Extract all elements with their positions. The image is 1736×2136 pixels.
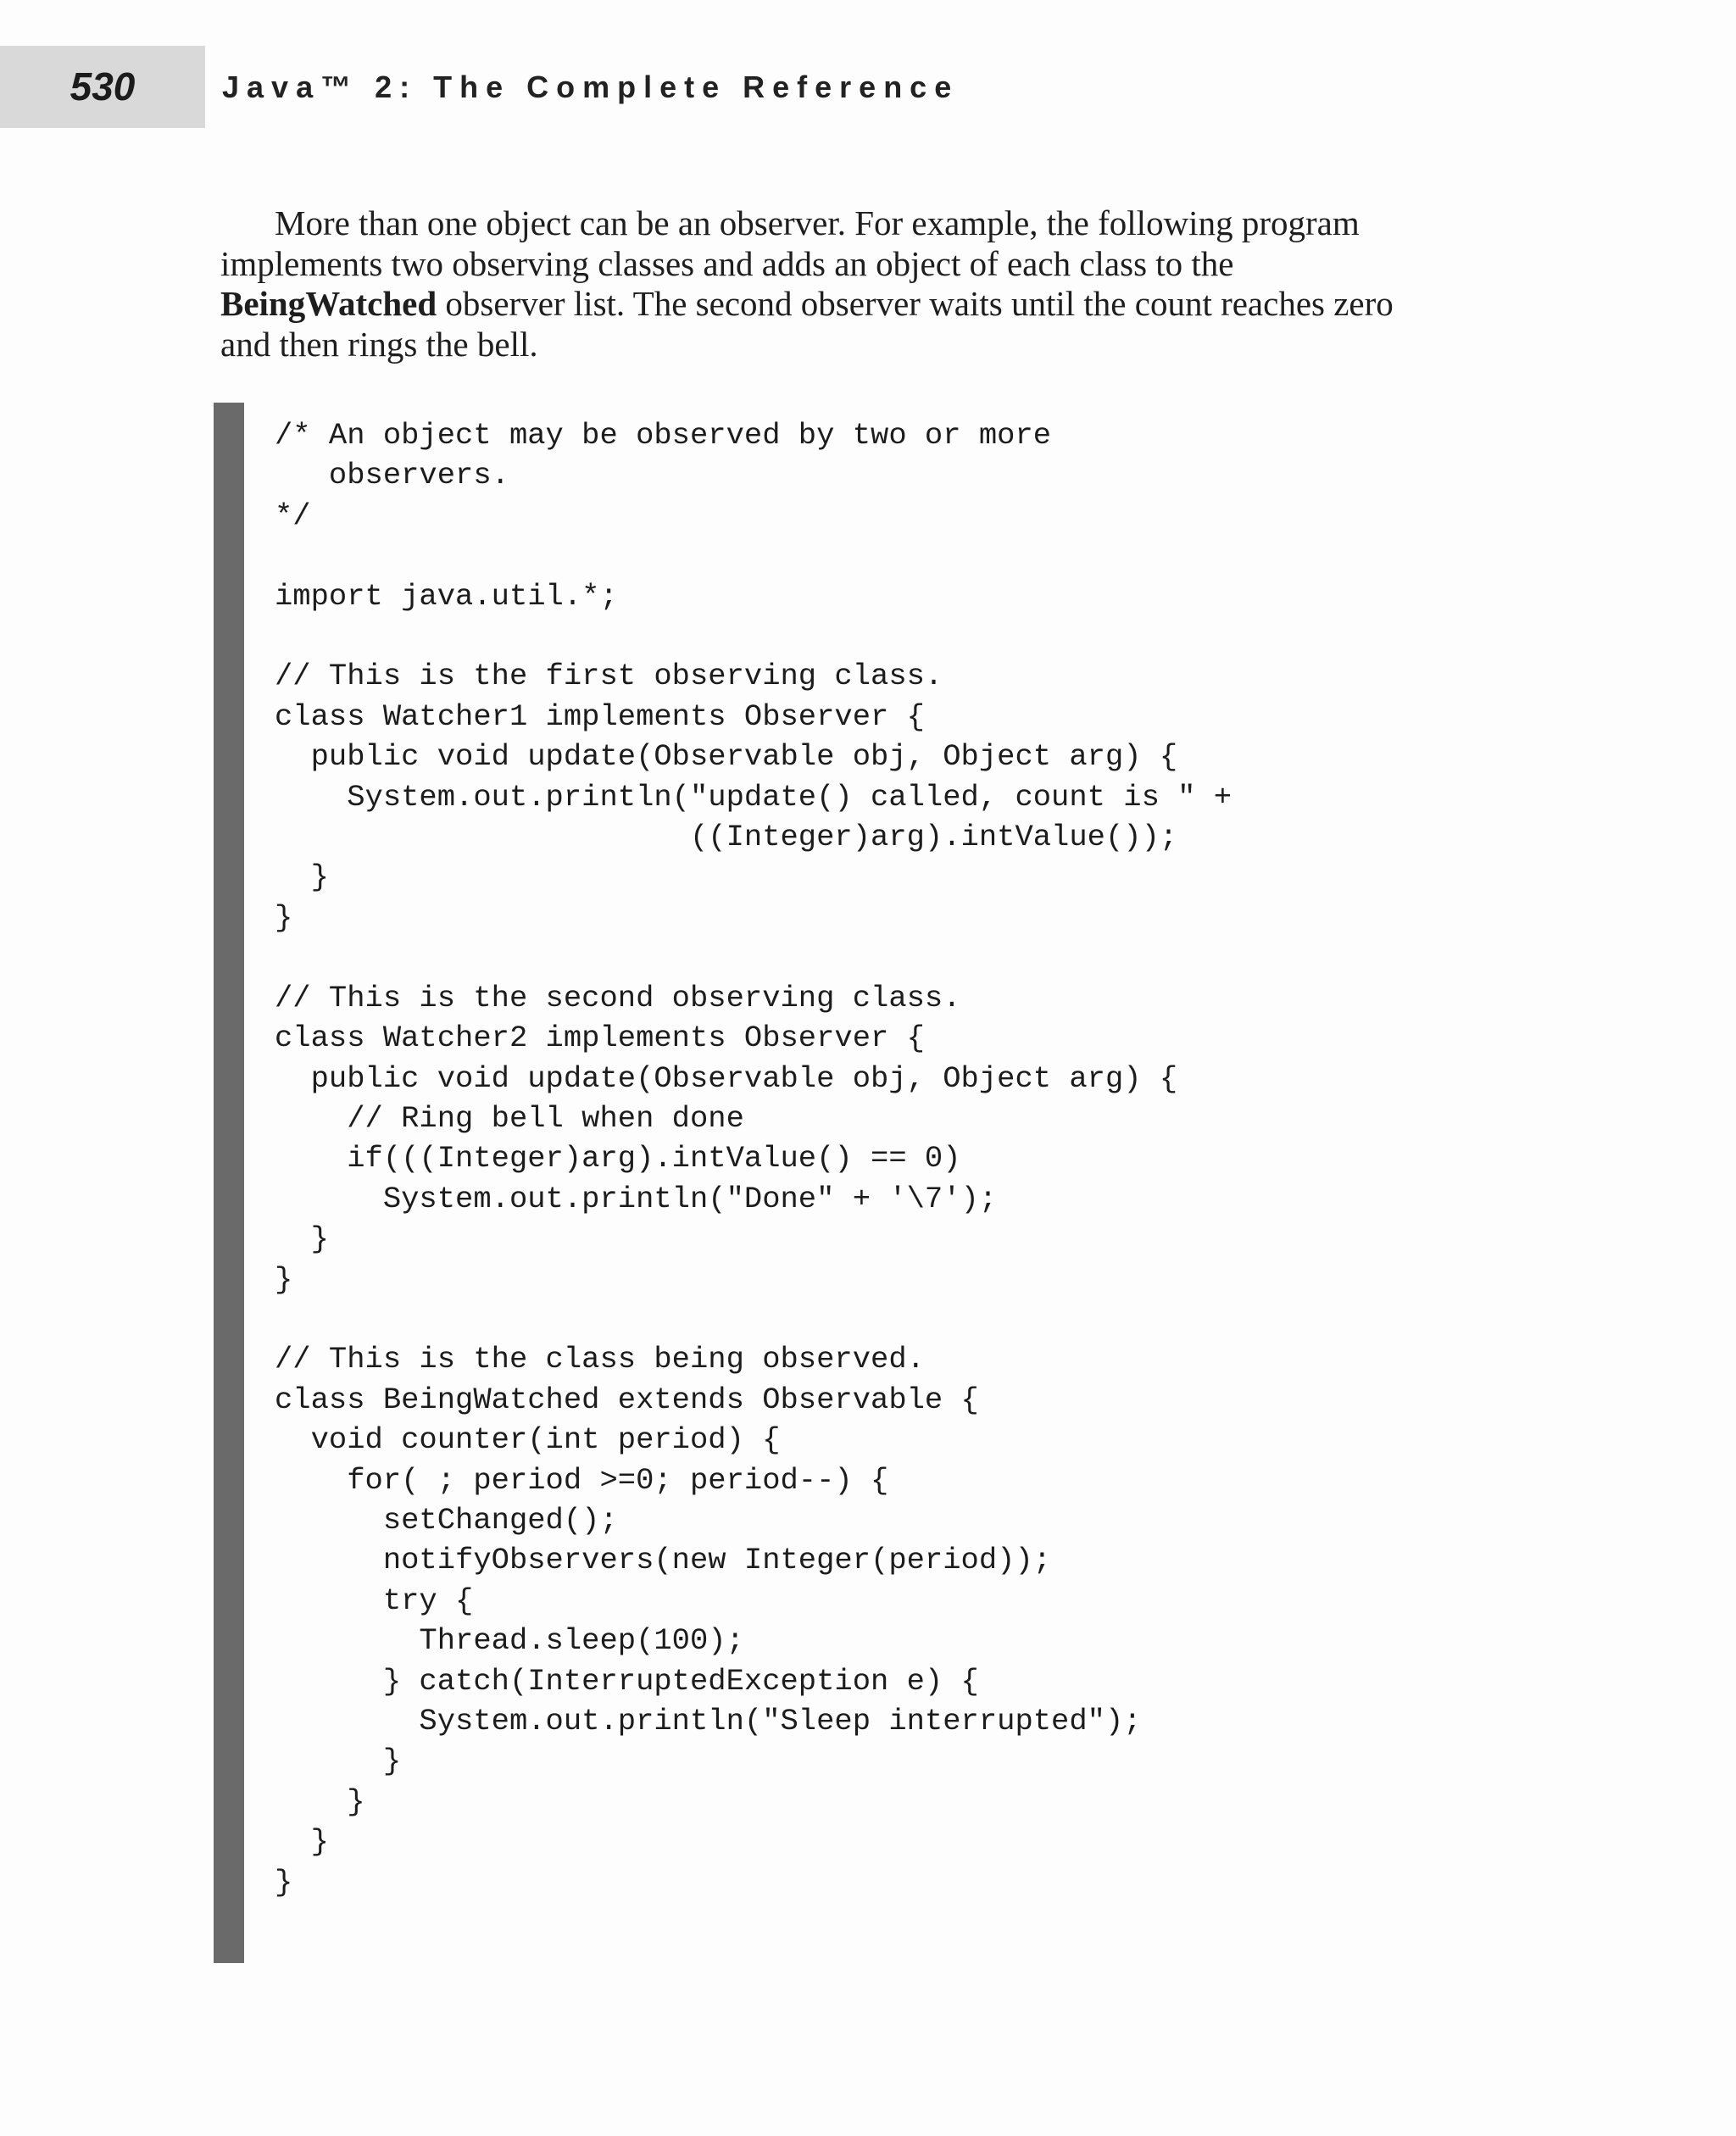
running-head: Java™ 2: The Complete Reference	[222, 70, 960, 104]
intro-paragraph	[220, 203, 1433, 364]
code-listing-bar	[214, 403, 244, 1963]
code-listing: /* An object may be observed by two or more observers. */ import java.util.*; // This is the first observing class. class Watcher1 implements Observer { public void update(Observable obj, Object arg) { System.out.println("update() called, count is " + ((Integer)arg).intValue()); } } // This is the second observing class. class Watcher2 implements Observer { public void update(Observable obj, Object arg) { // Ring bell when done if(((Integer)arg).intValue() == 0) System.out.println("Done" + '\7'); } } // This is the class being observed. class BeingWatched extends Observable { void counter(int period) { for( ; period >=0; period--) { setChanged(); notifyObservers(new Integer(period)); try { Thread.sleep(100); } catch(InterruptedException e) { System.out.println("Sleep interrupted"); } } } }	[275, 418, 1232, 1900]
intro-text-end: observer list. The second observer waits until the count reaches zero and then rings the bell.	[220, 284, 1394, 364]
class-name-term: BeingWatched	[220, 284, 437, 323]
intro-text-start: More than one object can be an observer. For example, the following program implements two observing classes and adds an object of each class to the	[220, 203, 1360, 283]
page-number: 530	[70, 64, 136, 108]
